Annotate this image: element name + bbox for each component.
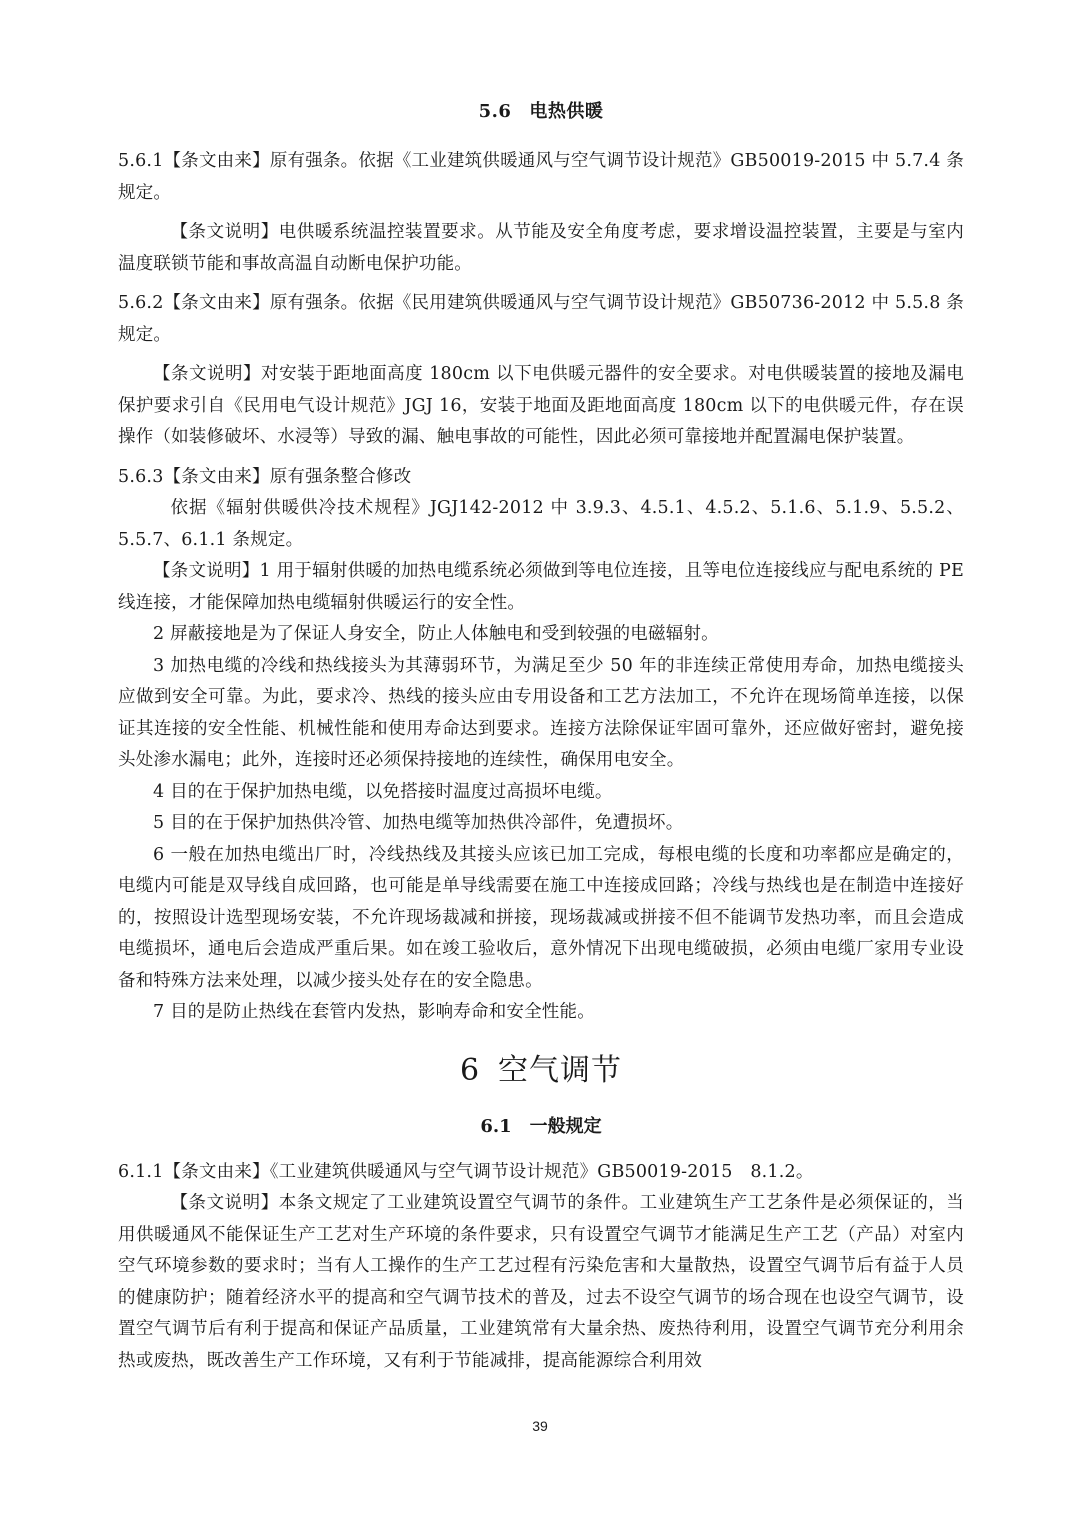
clause-5-6-3-basis: 依据《辐射供暖供冷技术规程》JGJ142-2012 中 3.9.3、4.5.1、4.5.2、5.1.6、5.1.9、5.5.2、5.5.7、6.1.1 条规定。 (118, 498, 964, 550)
clause-5-6-2-explanation: 【条文说明】对安装于距地面高度 180cm 以下电供暖元器件的安全要求。对电供暖装置的接地及漏电保护要求引自《民用电气设计规范》JGJ 16，安装于地面及距地面高度 180cm 以下的电供暖元件，存在误操作（如装修破坏、水浸等）导致的漏、触电事故的可能性，因此必须可靠接地并配置漏电保护装置。 (118, 364, 964, 447)
section-number: 6.1 (480, 1115, 512, 1137)
document-page (118, 96, 964, 1377)
section-title: 电热供暖 (529, 101, 604, 122)
clause-5-6-3-explanation-3: 3 加热电缆的冷线和热线接头为其薄弱环节，为满足至少 50 年的非连续正常使用寿命，加热电缆接头应做到安全可靠。为此，要求冷、热线的接头应由专用设备和工艺方法加工，不允许在现场简单连接，以保证其连接的安全性能、机械性能和使用寿命达到要求。连接方法除保证牢固可靠外，还应做好密封，避免接头处渗水漏电；此外，连接时还必须保持接地的连续性，确保用电安全。 (118, 655, 964, 770)
clause-6-1-1-explanation: 【条文说明】本条文规定了工业建筑设置空气调节的条件。工业建筑生产工艺条件是必须保证的，当用供暖通风不能保证生产工艺对生产环境的条件要求，只有设置空气调节才能满足生产工艺（产品）对室内空气环境参数的要求时；当有人工操作的生产工艺过程有污染危害和大量散热，设置空气调节后有益于人员的健康防护；随着经济水平的提高和空气调节技术的普及，过去不设空气调节的场合现在也设空气调节，设置空气调节后有利于提高和保证产品质量，工业建筑常有大量余热、废热待利用，设置空气调节充分利用余热或废热，既改善生产工作环境，又有利于节能减排，提高能源综合利用效 (118, 1193, 964, 1371)
chapter-heading-6 (118, 1049, 964, 1093)
section-number: 5.6 (478, 101, 512, 122)
clause-5-6-3-explanation-2: 2 屏蔽接地是为了保证人身安全，防止人体触电和受到较强的电磁辐射。 (153, 624, 719, 644)
clause-5-6-3-explanation-4: 4 目的在于保护加热电缆，以免搭接时温度过高损坏电缆。 (153, 781, 613, 802)
clause-5-6-1-origin: 5.6.1【条文由来】原有强条。依据《工业建筑供暖通风与空气调节设计规范》GB50019-2015 中 5.7.4 条规定。 (118, 151, 964, 203)
section-heading-6-1 (118, 1111, 964, 1143)
clause-5-6-3-explanation-1: 【条文说明】1 用于辐射供暖的加热电缆系统必须做到等电位连接，且等电位连接线应与配电系统的 PE 线连接，才能保障加热电缆辐射供暖运行的安全性。 (118, 561, 964, 613)
clause-5-6-3-explanation-5: 5 目的在于保护加热供冷管、加热电缆等加热供冷部件，免遭损坏。 (153, 813, 684, 833)
page-number: 39 (532, 1418, 548, 1434)
clause-5-6-3-explanation-6: 6 一般在加热电缆出厂时，冷线热线及其接头应该已加工完成，每根电缆的长度和功率都应是确定的，电缆内可能是双导线自成回路，也可能是单导线需要在施工中连接成回路；冷线与热线也是在制造中连接好的，按照设计选型现场安装，不允许现场裁减和拼接，现场裁减或拼接不但不能调节发热功率，而且会造成电缆损坏，通电后会造成严重后果。如在竣工验收后，意外情况下出现电缆破损，必须由电缆厂家用专业设备和特殊方法来处理，以减少接头处存在的安全隐患。 (118, 844, 964, 991)
section-heading-5-6 (118, 96, 964, 128)
clause-5-6-3-explanation-7: 7 目的是防止热线在套管内发热，影响寿命和安全性能。 (153, 1002, 595, 1022)
clause-6-1-1-origin: 6.1.1【条文由来】《工业建筑供暖通风与空气调节设计规范》GB50019-2015 8.1.2。 (118, 1161, 814, 1182)
chapter-number: 6 (459, 1052, 481, 1088)
clause-5-6-1-explanation: 【条文说明】电供暖系统温控装置要求。从节能及安全角度考虑，要求增设温控装置，主要是与室内温度联锁节能和事故高温自动断电保护功能。 (118, 222, 964, 274)
clause-5-6-3-origin: 5.6.3【条文由来】原有强条整合修改 (118, 466, 412, 487)
clause-5-6-2-origin: 5.6.2【条文由来】原有强条。依据《民用建筑供暖通风与空气调节设计规范》GB50736-2012 中 5.5.8 条规定。 (118, 293, 964, 345)
section-title: 一般规定 (529, 1115, 602, 1137)
chapter-title: 空气调节 (498, 1052, 623, 1088)
